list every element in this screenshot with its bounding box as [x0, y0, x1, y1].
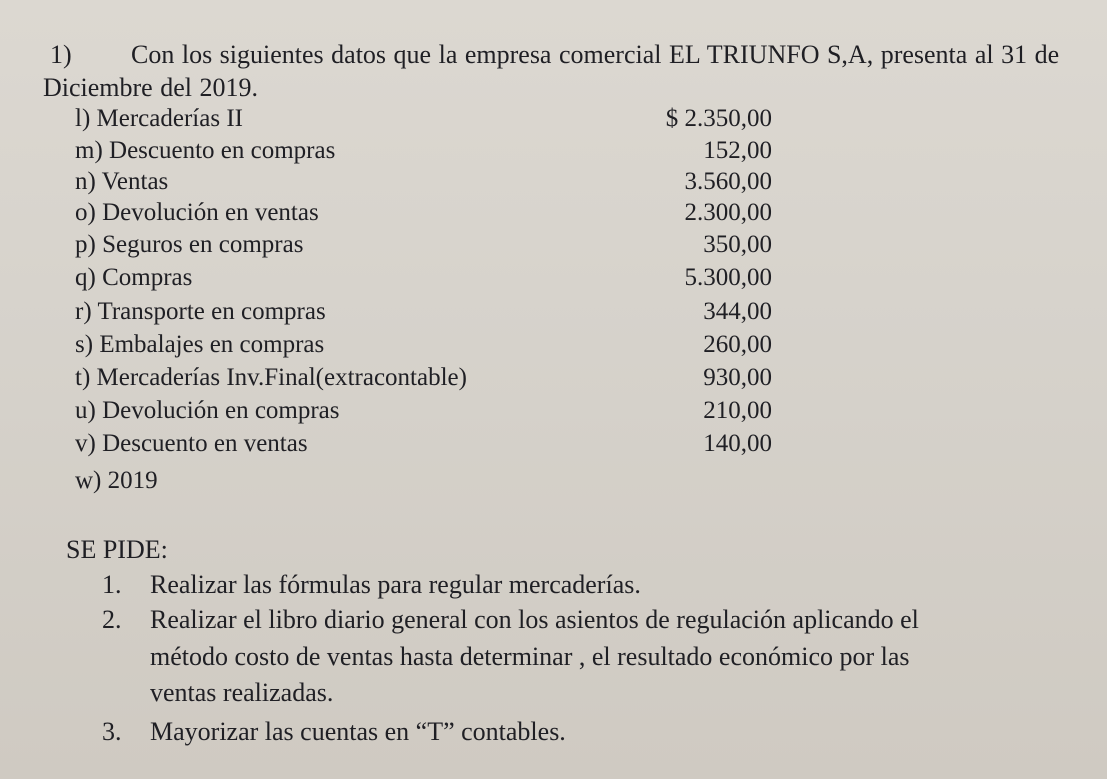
list-item: [75, 229, 795, 261]
item-amount: 2.300,00: [684, 199, 772, 226]
list-item: [75, 465, 795, 497]
item-label: w) 2019: [75, 467, 158, 494]
item-label: q) Compras: [75, 264, 193, 291]
item-amount: 344,00: [703, 298, 772, 325]
item-label: t) Mercaderías Inv.Final(extracontable): [75, 364, 467, 391]
question-intro: [43, 38, 1073, 104]
list-item: [75, 296, 795, 328]
item-label: r) Transporte en compras: [75, 298, 326, 325]
list-item: [75, 362, 795, 394]
item-label: v) Descuento en ventas: [75, 430, 308, 457]
item-amount: 210,00: [703, 397, 772, 424]
task-item: [102, 715, 566, 749]
item-label: n) Ventas: [75, 168, 169, 195]
item-label: l) Mercaderías II: [75, 105, 243, 132]
item-label: p) Seguros en compras: [75, 231, 304, 258]
task-text: Realizar el libro diario general con los asientos de regulación aplicando el: [150, 605, 919, 634]
item-amount: 3.560,00: [684, 168, 772, 195]
list-item: [75, 166, 795, 198]
task-number: 3.: [102, 717, 122, 746]
item-amount: $ 2.350,00: [665, 105, 772, 132]
task-number: 2.: [102, 605, 122, 634]
task-item: [102, 603, 919, 637]
list-item: [75, 428, 795, 460]
item-amount: 260,00: [703, 331, 772, 358]
list-item: [75, 329, 795, 361]
list-item: [75, 395, 795, 427]
task-text-continuation: método costo de ventas hasta determinar , el resultado económico por las: [150, 642, 910, 671]
task-item: [102, 568, 641, 602]
item-amount: 350,00: [703, 231, 772, 258]
list-item: [75, 135, 795, 167]
item-amount: 152,00: [703, 137, 772, 164]
section-heading: SE PIDE:: [66, 535, 168, 564]
item-label: s) Embalajes en compras: [75, 331, 325, 358]
question-text: Con los siguientes datos que la empresa comercial EL TRIUNFO S,A, presenta al 31 de Diciembre del 2019.: [43, 40, 1060, 102]
list-item: [75, 262, 795, 294]
task-text-continuation: ventas realizadas.: [150, 678, 334, 707]
task-text: Realizar las fórmulas para regular mercaderías.: [150, 570, 641, 599]
item-amount: 140,00: [703, 430, 772, 457]
task-text: Mayorizar las cuentas en “T” contables.: [150, 717, 566, 746]
list-item: [75, 103, 795, 135]
item-amount: 5.300,00: [684, 264, 772, 291]
item-label: m) Descuento en compras: [75, 137, 336, 164]
question-number: 1): [50, 40, 72, 69]
item-amount: 930,00: [703, 364, 772, 391]
task-number: 1.: [102, 570, 122, 599]
list-item: [75, 197, 795, 229]
item-label: u) Devolución en compras: [75, 397, 340, 424]
item-label: o) Devolución en ventas: [75, 199, 319, 226]
